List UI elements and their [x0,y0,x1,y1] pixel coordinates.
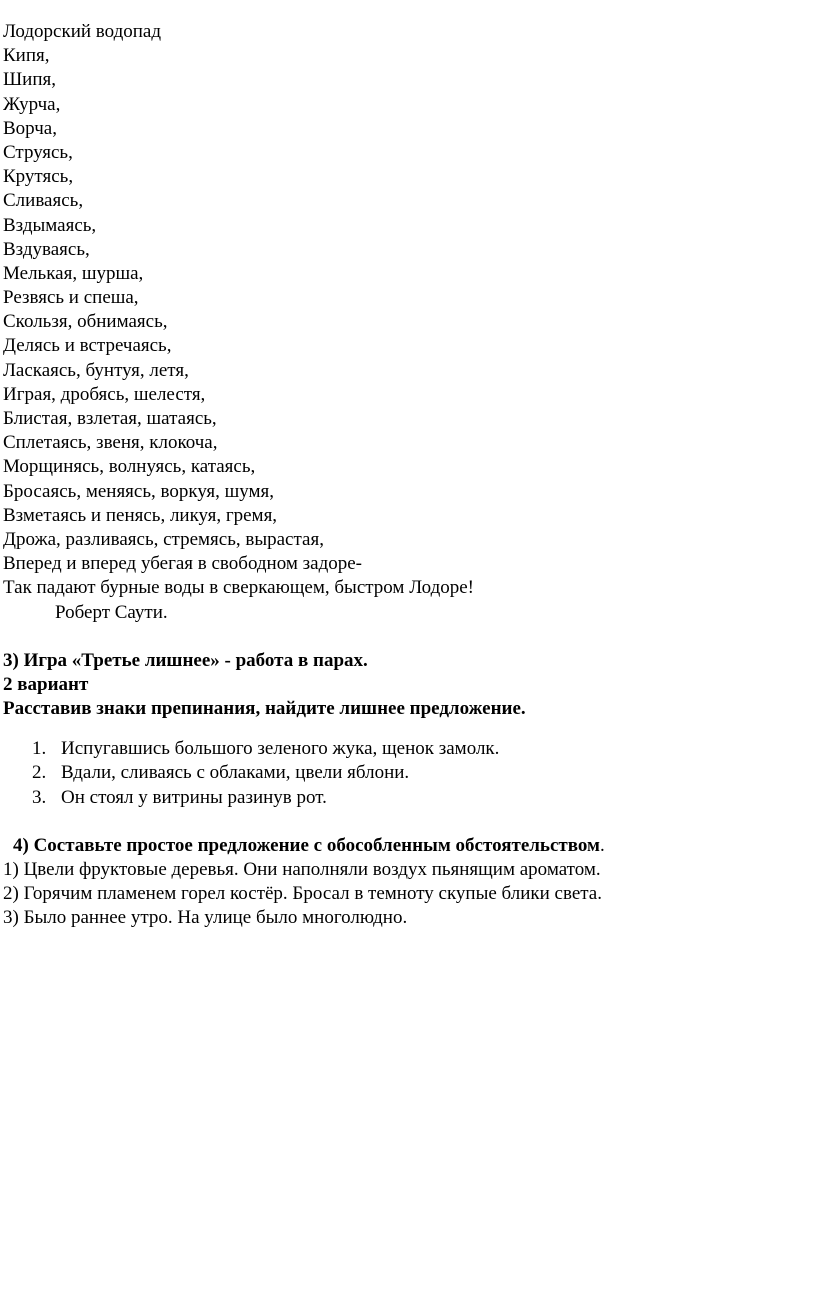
task-3-instruction: Расставив знаки препинания, найдите лишнее предложение. [3,698,526,720]
poem-line: Вздымаясь, [3,214,97,236]
list-item-text: Вдали, сливаясь с облаками, цвели яблони. [61,762,410,784]
task-4-heading-line [3,834,816,858]
task-3-variant: 2 вариант [3,673,89,695]
poem-line: Сливаясь, [3,190,84,212]
poem-line: Делясь и встречаясь, [3,335,172,357]
task-4-item: 2) Горячим пламенем горел костёр. Бросал в темноту скупые блики света. [3,883,602,905]
poem-line: Блистая, взлетая, шатаясь, [3,408,217,429]
poem-line: Крутясь, [3,166,74,188]
poem-line: Шипя, [3,69,56,91]
list-item-text: Он стоял у витрины разинув рот. [61,786,327,808]
poem-line: Взметаясь и пенясь, ликуя, гремя, [3,504,278,526]
poem-line: Так падают бурные воды в сверкающем, быстром Лодоре! [3,577,474,599]
poem-line: Вздуваясь, [3,238,90,260]
poem [3,20,816,625]
list-item-text: Испугавшись большого зеленого жука, щенок замолк. [61,738,500,760]
list-item-number: 3. [32,786,47,808]
poem-line: Ласкаясь, бунтуя, летя, [3,359,189,381]
poem-line: Резвясь и спеша, [3,287,139,309]
poem-line: Струясь, [3,141,73,163]
spacer [3,810,816,834]
poem-title: Лодорский водопад [3,21,162,42]
task-3-section [3,649,816,810]
task-4-heading: 4) Составьте простое предложение с обособленным обстоятельством [13,834,600,856]
task-3-heading: 3) Игра «Третье лишнее» - работа в парах. [3,649,368,671]
task-4-item: 3) Было раннее утро. На улице было многолюдно. [3,907,408,929]
poem-line: Журча, [3,93,61,115]
list-item [3,786,816,810]
poem-line: Сплетаясь, звеня, клокоча, [3,432,218,454]
poem-line: Вперед и вперед убегая в свободном задоре- [3,553,363,575]
poem-line: Бросаясь, меняясь, воркуя, шумя, [3,480,274,502]
list-item-number: 1. [32,738,47,760]
list-item [3,761,816,785]
spacer [3,721,816,737]
poem-line: Мелькая, шурша, [3,262,144,284]
poem-line: Скользя, обнимаясь, [3,311,168,333]
poem-line: Морщинясь, волнуясь, катаясь, [3,456,256,478]
poem-line: Дрожа, разливаясь, стремясь, вырастая, [3,528,324,550]
poem-line: Ворча, [3,117,57,139]
poem-line: Играя, дробясь, шелестя, [3,383,206,405]
list-item [3,737,816,761]
poem-line: Кипя, [3,45,50,67]
spacer [3,625,816,649]
task-3-list [3,737,816,810]
task-4-heading-period: . [599,834,605,856]
list-item-number: 2. [32,762,47,784]
task-4-section [3,834,816,931]
poem-author: Роберт Саути. [55,601,168,623]
task-4-item: 1) Цвели фруктовые деревья. Они наполняли воздух пьянящим ароматом. [3,859,601,880]
